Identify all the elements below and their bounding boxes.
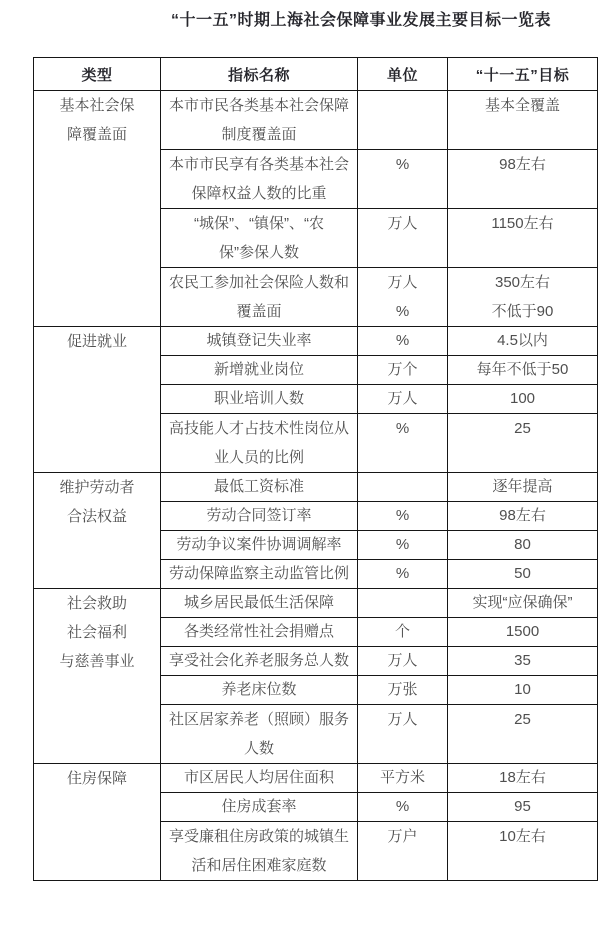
indicator-cell — [161, 531, 358, 560]
target-cell — [448, 618, 598, 647]
cell-line: 万张 — [387, 681, 418, 698]
target-cell — [448, 822, 598, 881]
cell-line: 10左右 — [499, 828, 546, 845]
cell-line: 万人 — [387, 274, 418, 291]
indicator-cell — [161, 764, 358, 793]
target-cell — [448, 560, 598, 589]
cell-line: 平方米 — [379, 769, 425, 786]
cell-line: 不低于90 — [491, 303, 554, 320]
target-cell — [448, 764, 598, 793]
cell-line: 80 — [514, 536, 531, 553]
cell-line: 城乡居民最低生活保障 — [183, 594, 334, 611]
cell-line: 活和居住困难家庭数 — [191, 857, 327, 874]
unit-cell — [358, 793, 448, 822]
cell-line: 1500 — [505, 623, 540, 640]
cell-line: 劳动保障监察主动监管比例 — [168, 565, 349, 582]
target-cell — [448, 647, 598, 676]
indicator-cell — [161, 356, 358, 385]
cell-line: 万人 — [387, 215, 418, 232]
unit-cell — [358, 531, 448, 560]
cell-line: 1150左右 — [491, 215, 554, 232]
cell-line: 养老床位数 — [221, 681, 297, 698]
target-cell — [448, 793, 598, 822]
unit-cell — [358, 764, 448, 793]
cell-line: % — [395, 798, 410, 815]
unit-cell — [358, 822, 448, 881]
cell-line: 10 — [514, 681, 531, 698]
table-row — [34, 327, 598, 356]
cell-line: 社会福利 — [66, 624, 127, 641]
cell-line: 人数 — [243, 740, 274, 757]
indicator-cell — [161, 647, 358, 676]
cell-line: 100 — [509, 390, 536, 407]
target-cell — [448, 356, 598, 385]
indicator-cell — [161, 327, 358, 356]
target-cell — [448, 531, 598, 560]
cell-line: 95 — [514, 798, 531, 815]
cell-line: % — [395, 536, 410, 553]
cell-line: 本市市民各类基本社会保障 — [168, 97, 349, 114]
targets-table — [33, 57, 598, 881]
cell-line: % — [395, 420, 410, 437]
indicator-cell — [161, 502, 358, 531]
target-cell — [448, 502, 598, 531]
unit-cell — [358, 676, 448, 705]
unit-cell — [358, 150, 448, 209]
cell-line: 农民工参加社会保险人数和 — [168, 274, 349, 291]
unit-cell — [358, 91, 448, 150]
unit-cell — [358, 502, 448, 531]
header-unit: 单位 — [358, 58, 448, 91]
type-cell — [34, 327, 161, 473]
target-cell — [448, 414, 598, 473]
target-cell — [448, 150, 598, 209]
cell-line: 合法权益 — [66, 508, 127, 525]
cell-line: % — [395, 156, 410, 173]
cell-line: 万户 — [387, 828, 418, 845]
unit-cell — [358, 268, 448, 327]
unit-cell — [358, 473, 448, 502]
cell-line: 社区居家养老（照顾）服务 — [168, 711, 349, 728]
unit-cell — [358, 618, 448, 647]
header-target: “十一五”目标 — [448, 58, 598, 91]
cell-line: 最低工资标准 — [213, 478, 304, 495]
indicator-cell — [161, 91, 358, 150]
cell-line: 高技能人才占技术性岗位从 — [168, 420, 349, 437]
cell-line: 业人员的比例 — [213, 449, 304, 466]
cell-line: 障覆盖面 — [66, 126, 127, 143]
cell-line: 覆盖面 — [236, 303, 282, 320]
cell-line: 劳动合同签订率 — [206, 507, 312, 524]
cell-line: “城保”、“镇保”、“农 — [194, 215, 324, 232]
cell-line: 个 — [394, 623, 410, 640]
cell-line: 享受廉租住房政策的城镇生 — [168, 828, 349, 845]
target-cell — [448, 705, 598, 764]
table-row — [34, 91, 598, 150]
cell-line: 新增就业岗位 — [213, 361, 304, 378]
unit-cell — [358, 647, 448, 676]
indicator-cell — [161, 385, 358, 414]
cell-line: 本市市民享有各类基本社会 — [168, 156, 349, 173]
unit-cell — [358, 209, 448, 268]
unit-cell — [358, 385, 448, 414]
target-cell — [448, 473, 598, 502]
cell-line: 万人 — [387, 652, 418, 669]
cell-line: 98左右 — [499, 507, 546, 524]
unit-cell — [358, 705, 448, 764]
indicator-cell — [161, 268, 358, 327]
header-type: 类型 — [34, 58, 161, 91]
type-cell — [34, 91, 161, 327]
cell-line: 18左右 — [499, 769, 546, 786]
indicator-cell — [161, 793, 358, 822]
cell-line: 劳动争议案件协调调解率 — [176, 536, 342, 553]
indicator-cell — [161, 676, 358, 705]
indicator-cell — [161, 209, 358, 268]
indicator-cell — [161, 150, 358, 209]
cell-line: 职业培训人数 — [213, 390, 304, 407]
cell-line: 万人 — [387, 390, 418, 407]
cell-line: 每年不低于50 — [476, 361, 569, 378]
indicator-cell — [161, 560, 358, 589]
cell-line: 制度覆盖面 — [221, 126, 297, 143]
cell-line: 保”参保人数 — [219, 244, 299, 261]
target-cell — [448, 209, 598, 268]
header-indicator: 指标名称 — [161, 58, 358, 91]
cell-line: % — [395, 332, 410, 349]
cell-line: 350左右 — [494, 274, 551, 291]
indicator-cell — [161, 822, 358, 881]
cell-line: 保障权益人数的比重 — [191, 185, 327, 202]
type-cell — [34, 589, 161, 764]
unit-cell — [358, 327, 448, 356]
cell-line: 住房成套率 — [221, 798, 297, 815]
cell-line: % — [395, 303, 410, 320]
table-row — [34, 473, 598, 502]
cell-line: 社会救助 — [66, 595, 127, 612]
cell-line: 住房保障 — [66, 770, 127, 787]
cell-line: 万人 — [387, 711, 418, 728]
target-cell — [448, 268, 598, 327]
cell-line: 50 — [514, 565, 531, 582]
target-cell — [448, 385, 598, 414]
cell-line: 实现“应保确保” — [472, 594, 573, 611]
cell-line: % — [395, 507, 410, 524]
target-cell — [448, 676, 598, 705]
cell-line: 基本全覆盖 — [484, 97, 560, 114]
unit-cell — [358, 560, 448, 589]
cell-line: 25 — [514, 711, 531, 728]
indicator-cell — [161, 705, 358, 764]
indicator-cell — [161, 618, 358, 647]
indicator-cell — [161, 473, 358, 502]
cell-line: 市区居民人均居住面积 — [183, 769, 334, 786]
type-cell — [34, 764, 161, 881]
cell-line: 享受社会化养老服务总人数 — [168, 652, 349, 669]
cell-line: 4.5以内 — [497, 332, 548, 349]
cell-line: 基本社会保 — [59, 97, 135, 114]
indicator-cell — [161, 589, 358, 618]
cell-line: 35 — [514, 652, 531, 669]
target-cell — [448, 327, 598, 356]
target-cell — [448, 91, 598, 150]
unit-cell — [358, 356, 448, 385]
cell-line: 城镇登记失业率 — [206, 332, 312, 349]
cell-line: 各类经常性社会捐赠点 — [183, 623, 334, 640]
type-cell — [34, 473, 161, 589]
cell-line: 维护劳动者 — [59, 479, 135, 496]
cell-line: 促进就业 — [66, 333, 127, 350]
cell-line: 98左右 — [499, 156, 546, 173]
cell-line: 万个 — [387, 361, 418, 378]
unit-cell — [358, 589, 448, 618]
indicator-cell — [161, 414, 358, 473]
cell-line: 逐年提高 — [492, 478, 553, 495]
header-row — [34, 58, 598, 91]
page-title: “十一五”时期上海社会保障事业发展主要目标一览表 — [170, 12, 551, 29]
cell-line: 与慈善事业 — [59, 653, 135, 670]
cell-line: % — [395, 565, 410, 582]
unit-cell — [358, 414, 448, 473]
table-body — [34, 91, 598, 881]
target-cell — [448, 589, 598, 618]
table-row — [34, 589, 598, 618]
cell-line: 25 — [514, 420, 531, 437]
table-row — [34, 764, 598, 793]
